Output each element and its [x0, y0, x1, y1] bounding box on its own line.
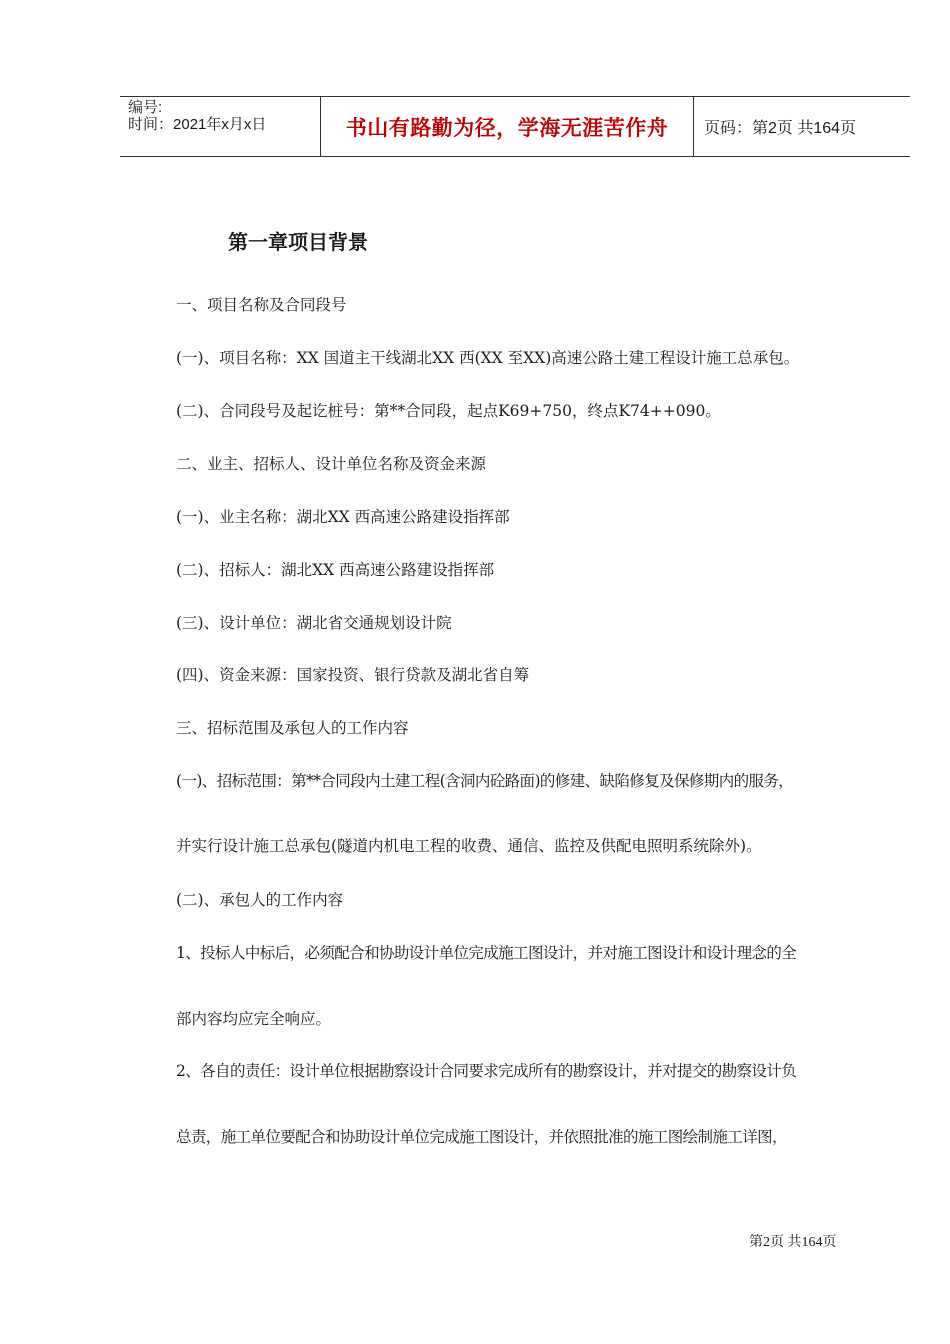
paragraph-line: (一)、业主名称：湖北XX 西高速公路建设指挥部 [176, 508, 510, 526]
paragraph-line: 1、投标人中标后，必须配合和协助设计单位完成施工图设计，并对施工图设计和设计理念的全 [176, 944, 797, 962]
page-footer: 第2页 共164页 [749, 1235, 837, 1250]
paragraph-line: (四)、资金来源：国家投资、银行贷款及湖北省自筹 [176, 666, 530, 684]
paragraph-line: 部内容均应完全响应。 [176, 1010, 332, 1028]
page-header [120, 96, 910, 157]
header-page-cell [694, 97, 910, 156]
chapter-title: 第一章项目背景 [228, 230, 368, 254]
header-motto-cell [321, 97, 694, 156]
paragraph-line: (二)、招标人：湖北XX 西高速公路建设指挥部 [176, 561, 495, 579]
paragraph-line: 总责，施工单位要配合和协助设计单位完成施工图设计，并依照批准的施工图绘制施工详图， [176, 1128, 787, 1146]
time-label: 时间：2021年x月x日 [128, 116, 267, 133]
paragraph-line: 并实行设计施工总承包(隧道内机电工程的收费、通信、监控及供配电照明系统除外)。 [176, 837, 762, 855]
paragraph-line: (一)、招标范围：第**合同段内土建工程(含洞内砼路面)的修建、缺陷修复及保修期内的服务， [176, 772, 794, 790]
number-label: 编号: [128, 99, 163, 116]
motto-text: 书山有路勤为径，学海无涯苦作舟 [345, 115, 669, 140]
page-code: 页码：第2页 共164页 [704, 120, 857, 137]
paragraph-line: (一)、项目名称：XX 国道主干线湖北XX 西(XX 至XX)高速公路土建工程设计施工总承包。 [176, 349, 800, 367]
paragraph-line: (三)、设计单位：湖北省交通规划设计院 [176, 614, 452, 632]
paragraph-line: (二)、合同段号及起讫桩号：第**合同段，起点K69+750，终点K74++090。 [176, 402, 721, 420]
header-meta-cell [120, 97, 321, 156]
paragraph-line: (二)、承包人的工作内容 [176, 891, 344, 909]
section-heading: 三、招标范围及承包人的工作内容 [176, 719, 409, 737]
section-heading: 一、项目名称及合同段号 [176, 296, 347, 314]
section-heading: 二、业主、招标人、设计单位名称及资金来源 [176, 455, 487, 473]
paragraph-line: 2、各自的责任：设计单位根据勘察设计合同要求完成所有的勘察设计，并对提交的勘察设计负 [176, 1062, 797, 1080]
